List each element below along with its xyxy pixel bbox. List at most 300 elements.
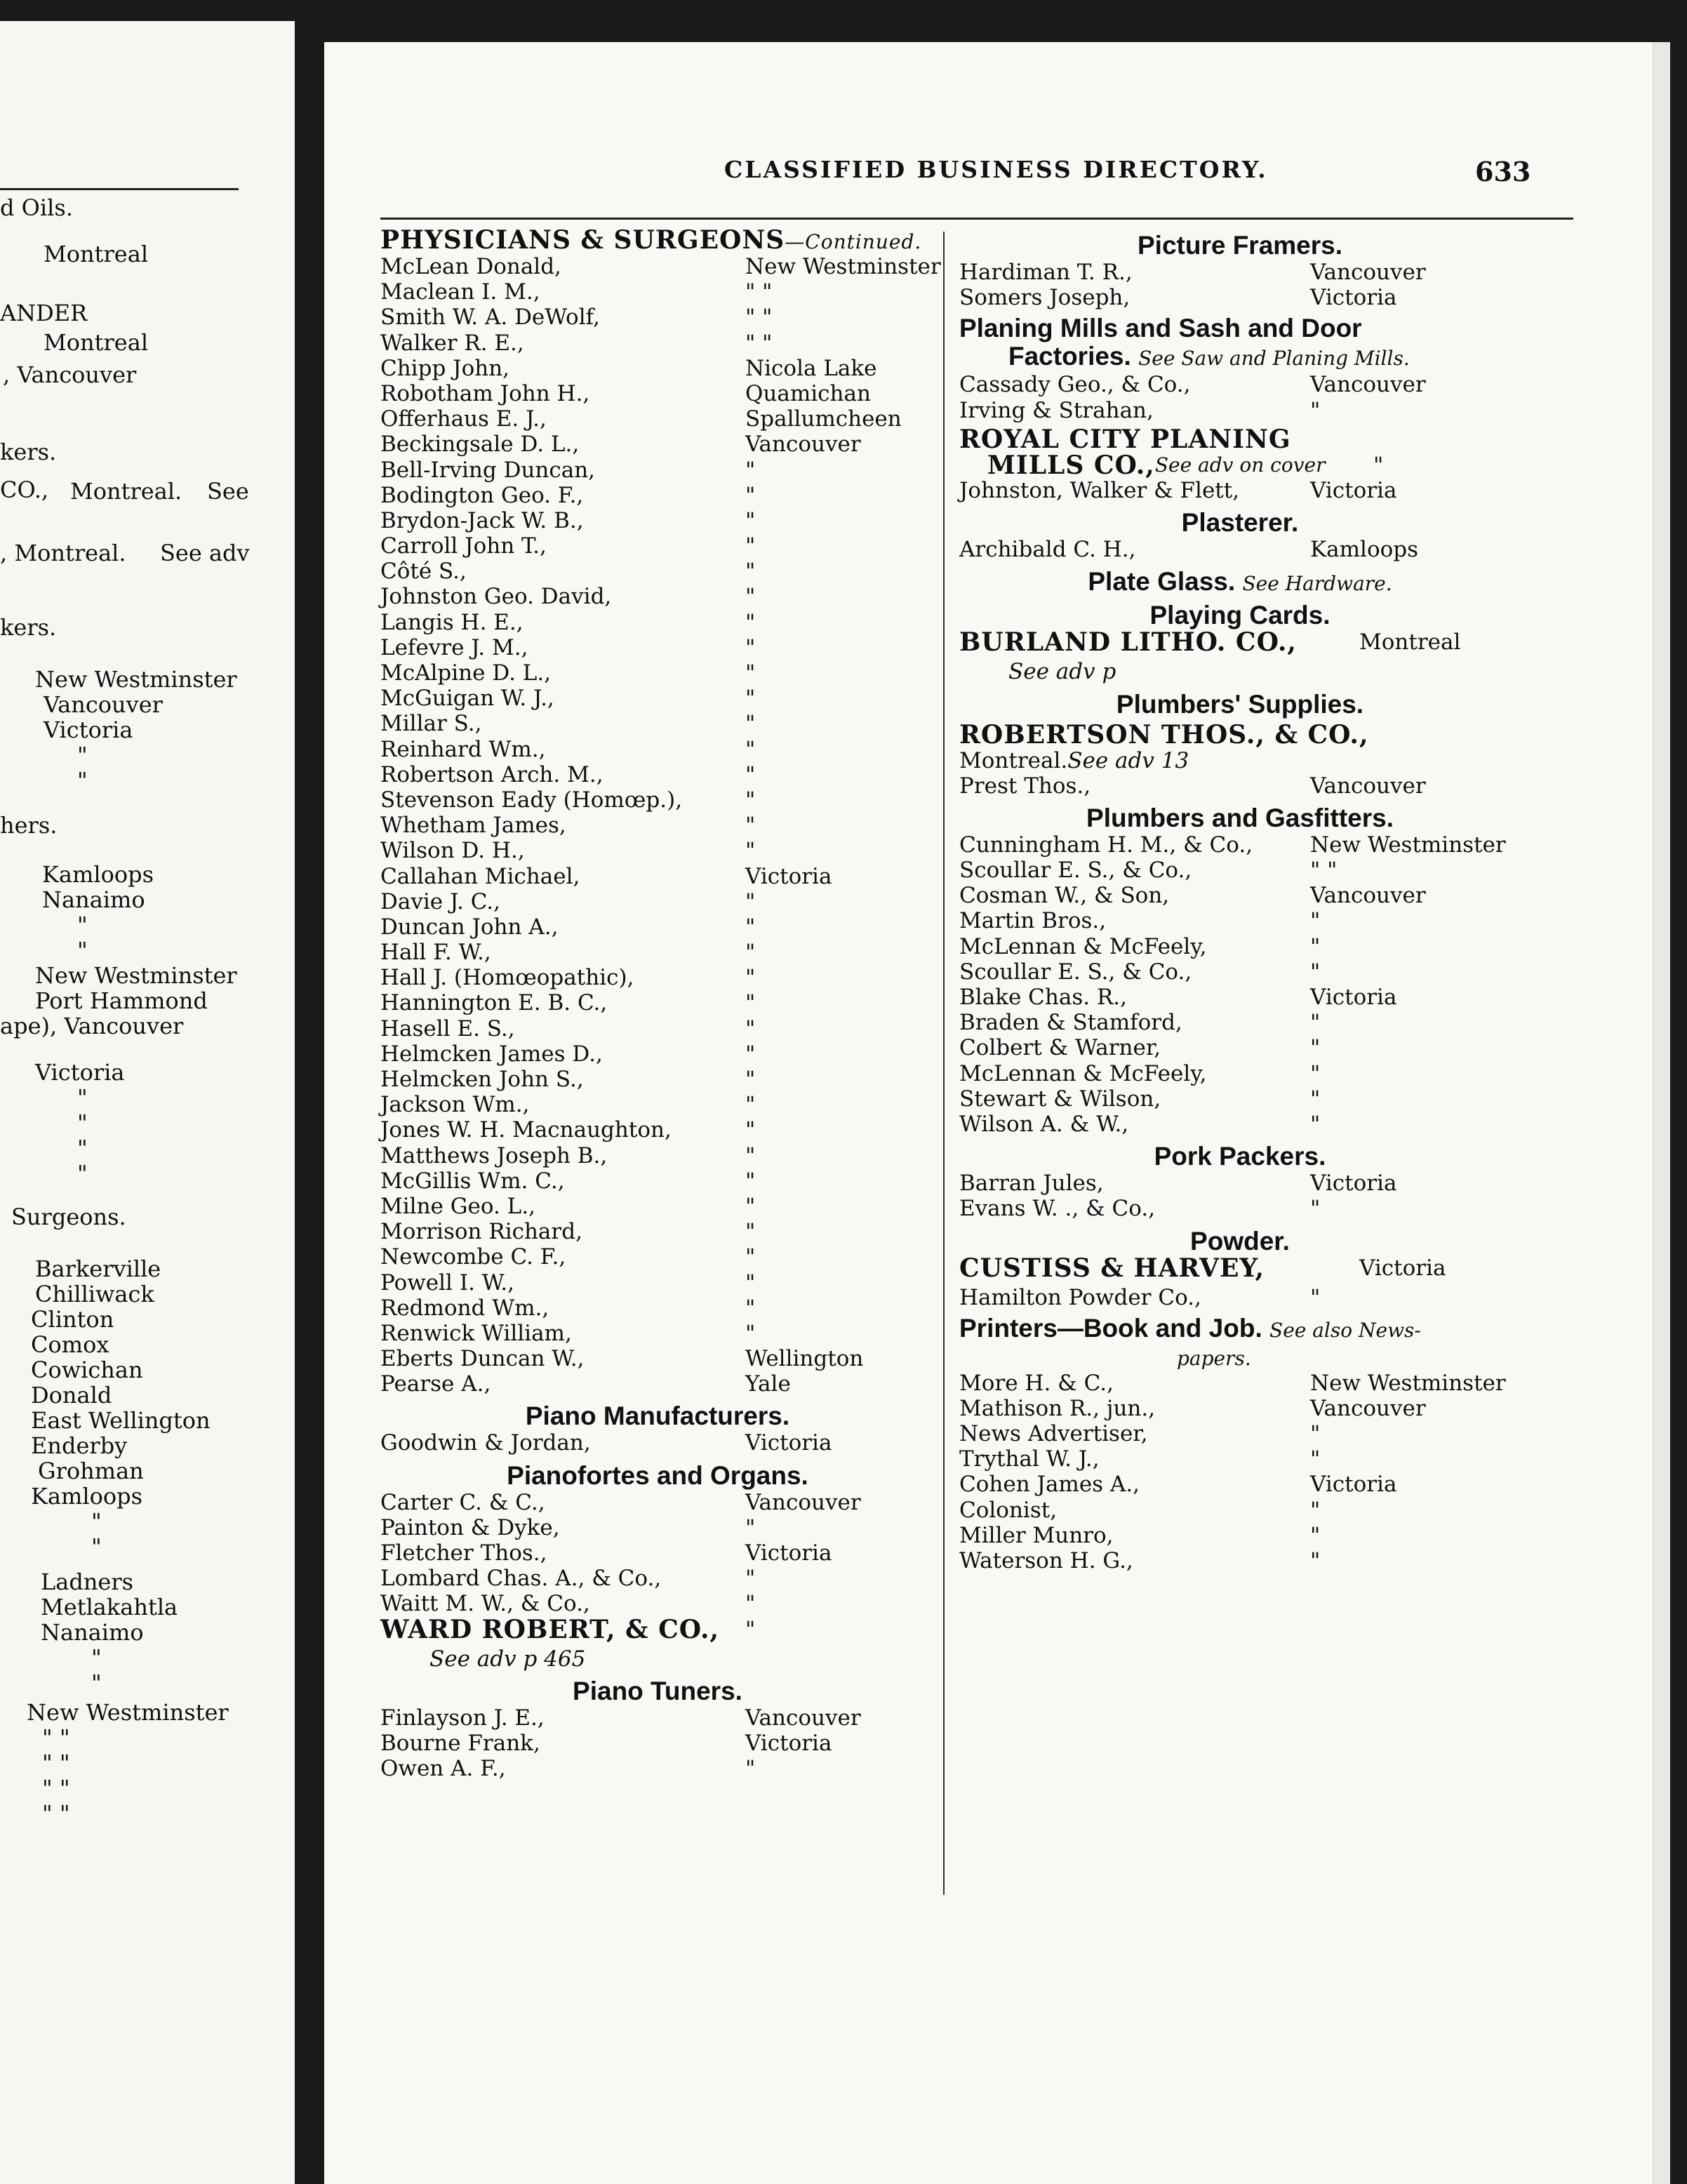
entry-place: Victoria [1310, 1171, 1397, 1197]
directory-entry [380, 711, 935, 736]
entry-place: " [1310, 1421, 1321, 1447]
entry-place: " " [745, 330, 773, 356]
entry-name: Bell-Irving Duncan, [380, 457, 596, 483]
entry-name: Hasell E. S., [380, 1016, 515, 1041]
entry-name: More H. & C., [959, 1370, 1114, 1396]
running-head: CLASSIFIED BUSINESS DIRECTORY. [724, 156, 1268, 183]
entry-name: Painton & Dyke, [380, 1514, 560, 1540]
left-fragment-text: Grohman [38, 1458, 144, 1484]
directory-entry [959, 372, 1521, 397]
entry-name: Jones W. H. Macnaughton, [380, 1117, 672, 1143]
entry-name: Bourne Frank, [380, 1730, 540, 1756]
entry-name: Helmcken James D., [380, 1041, 603, 1067]
section-heading: Plumbers' Supplies. [1116, 689, 1364, 719]
directory-entry [959, 1112, 1521, 1137]
directory-entry [959, 537, 1521, 562]
entry-name: Robotham John H., [380, 380, 590, 406]
entry-place: Victoria [1310, 477, 1397, 503]
directory-entry [380, 331, 935, 356]
advertisement-note: See adv 13 [1067, 747, 1189, 773]
directory-entry [380, 686, 935, 711]
entry-name: Hannington E. B. C., [380, 990, 608, 1016]
entry-name: Reinhard Wm., [380, 736, 546, 762]
left-fragment-text: Comox [31, 1331, 109, 1358]
directory-entry [380, 762, 935, 787]
section-heading [959, 310, 1521, 372]
entry-place: Victoria [1310, 285, 1397, 311]
entry-name: Martin Bros., [959, 908, 1107, 934]
entry-name: Evans W. ., & Co., [959, 1196, 1156, 1222]
directory-entry [380, 432, 935, 457]
page-number: 633 [1475, 156, 1531, 187]
entry-place: " [745, 507, 756, 533]
entry-name: Hall F. W., [380, 940, 491, 966]
directory-entry [380, 1430, 935, 1456]
left-fragment-text: " [77, 912, 88, 938]
entry-name: Whetham James, [380, 813, 566, 839]
entry-name: Cohen James A., [959, 1472, 1140, 1498]
entry-name: BURLAND LITHO. CO., [959, 627, 1297, 658]
directory-entry [380, 483, 935, 508]
entry-name: Chipp John, [380, 355, 510, 381]
entry-name: Johnston Geo. David, [380, 584, 612, 610]
entry-place: Vancouver [1310, 372, 1426, 398]
directory-entry [959, 1171, 1521, 1196]
left-fragment-text: Victoria [44, 717, 133, 743]
entry-place: " [745, 736, 756, 762]
entry-name: Renwick William, [380, 1320, 572, 1346]
directory-entry [380, 1041, 935, 1067]
left-fragment-text: Ladners [41, 1569, 134, 1595]
entry-place: " [745, 813, 756, 839]
heading-line2 [959, 342, 1521, 373]
entry-name: McGillis Wm. C., [380, 1168, 565, 1194]
entry-place: " [745, 533, 756, 559]
directory-entry [380, 1117, 935, 1143]
entry-name: Hardiman T. R., [959, 260, 1133, 285]
left-page-rule [0, 188, 239, 190]
directory-entry [380, 635, 935, 660]
entry-place: " [745, 888, 756, 914]
entry-name: Trythal W. J., [959, 1446, 1100, 1472]
directory-entry [959, 908, 1521, 933]
entry-place: " [745, 634, 756, 660]
directory-entry [380, 787, 935, 813]
left-fragment-text: kers. [0, 614, 57, 641]
left-fragment-text: See [207, 478, 249, 505]
entry-place: Victoria [745, 1730, 832, 1756]
directory-entry [959, 1446, 1521, 1472]
entry-name: Hamilton Powder Co., [959, 1284, 1201, 1310]
section-heading [959, 562, 1521, 596]
left-fragment-text: " " [42, 1724, 70, 1751]
entry-name: Irving & Strahan, [959, 397, 1154, 423]
entry-name: Owen A. F., [380, 1756, 506, 1782]
header-rule [380, 218, 1573, 220]
left-fragment-text: ape), Vancouver [0, 1013, 184, 1039]
directory-entry [380, 1566, 935, 1591]
left-fragment-text: " " [42, 1775, 70, 1802]
entry-place: " [745, 838, 756, 864]
directory-entry [380, 584, 935, 609]
entry-name: Somers Joseph, [959, 285, 1131, 311]
directory-entry [380, 305, 935, 330]
directory-entry [959, 985, 1521, 1010]
entry-name: McLennan & McFeely, [959, 933, 1207, 959]
entry-place: " [745, 1616, 756, 1642]
heading-text: Printers—Book and Job. [959, 1313, 1262, 1343]
section-heading: Pianofortes and Organs. [507, 1460, 808, 1490]
left-fragment-text: Clinton [31, 1306, 114, 1333]
directory-entry [959, 1523, 1521, 1548]
entry-name: Brydon-Jack W. B., [380, 507, 584, 533]
directory-entry [959, 1548, 1521, 1573]
directory-entry [380, 965, 935, 990]
entry-place: " " [1310, 858, 1338, 884]
entry-name: Beckingsale D. L., [380, 432, 580, 458]
entry-place: " [1310, 959, 1321, 985]
heading-text: PHYSICIANS & SURGEONS [380, 225, 785, 255]
entry-place: " [745, 660, 756, 686]
section-heading: Plasterer. [1181, 508, 1299, 538]
entry-place: " [1310, 908, 1321, 934]
directory-entry [380, 406, 935, 432]
entry-name: News Advertiser, [959, 1421, 1148, 1447]
left-fragment-text: d Oils. [0, 194, 73, 221]
directory-entry [959, 832, 1521, 858]
entry-name: Cosman W., & Son, [959, 883, 1170, 909]
column-left [380, 225, 941, 1782]
section-heading: Picture Framers. [1137, 231, 1343, 260]
left-fragment-text: " [77, 1160, 88, 1187]
entry-name: Colbert & Warner, [959, 1035, 1161, 1061]
entry-name: Fletcher Thos., [380, 1540, 547, 1566]
entry-name: Walker R. E., [380, 330, 524, 356]
left-fragment-text: Victoria [35, 1059, 125, 1086]
entry-place: " [745, 990, 756, 1016]
directory-entry [959, 1061, 1521, 1086]
directory-entry [380, 864, 935, 889]
directory-entry [380, 279, 935, 305]
entry-place: Yale [745, 1371, 791, 1397]
entry-name: Jackson Wm., [380, 1092, 530, 1118]
entry-place: " [745, 609, 756, 635]
entry-name: Milne Geo. L., [380, 1193, 535, 1219]
entry-name: Archibald C. H., [959, 537, 1136, 563]
entry-name: Mathison R., jun., [959, 1395, 1156, 1421]
heading-text: Planing Mills and Sash and Door [959, 314, 1362, 343]
entry-place: Victoria [1310, 1472, 1397, 1498]
left-fragment-text: Kamloops [42, 861, 154, 888]
entry-note [959, 748, 1521, 773]
heading-see-also: See Hardware. [1242, 572, 1392, 596]
entry-name: Miller Munro, [959, 1522, 1114, 1548]
directory-entry [959, 1371, 1521, 1396]
entry-place: " [745, 1566, 756, 1592]
entry-place: " [1310, 1548, 1321, 1573]
entry-place: Vancouver [1310, 260, 1426, 285]
entry-name: Cassady Geo., & Co., [959, 372, 1191, 398]
directory-entry [959, 1035, 1521, 1060]
directory-entry [380, 1614, 935, 1646]
left-fragment-text: Montreal [44, 329, 149, 356]
entry-place: " [745, 584, 756, 610]
entry-name: Braden & Stamford, [959, 1010, 1182, 1036]
entry-place: " [1310, 1284, 1321, 1310]
entry-place: " [745, 914, 756, 940]
entry-place: " [1310, 1497, 1321, 1523]
directory-entry [959, 858, 1521, 883]
left-fragment-text: " [91, 1533, 102, 1560]
column-divider [943, 232, 945, 1895]
entry-place: Kamloops [1310, 537, 1419, 563]
directory-entry [959, 1253, 1521, 1285]
directory-entry [380, 1067, 935, 1092]
entry-place: " [745, 1320, 756, 1346]
entry-place: Spallumcheen [745, 406, 902, 432]
left-fragment-text: , Vancouver [3, 361, 137, 388]
entry-place: Quamichan [745, 380, 871, 406]
directory-entry [380, 1143, 935, 1168]
left-fragment-text: kers. [0, 439, 57, 465]
left-fragment-text: " [77, 767, 88, 794]
left-fragment-text: Montreal. [70, 478, 182, 505]
entry-place: " [745, 1092, 756, 1118]
directory-entry [380, 1346, 935, 1371]
left-fragment-text: , Montreal. [0, 540, 126, 566]
entry-place: " " [745, 305, 773, 331]
directory-entry [959, 1196, 1521, 1221]
entry-place: " [745, 965, 756, 991]
entry-name: Callahan Michael, [380, 863, 580, 889]
entry-place: " [745, 1041, 756, 1067]
entry-place: " [745, 1168, 756, 1194]
entry-place: Victoria [1359, 1255, 1446, 1281]
entry-name: Wilson D. H., [380, 838, 525, 864]
directory-entry [380, 838, 935, 863]
directory-entry [380, 1092, 935, 1117]
entry-name: Powell I. W., [380, 1270, 514, 1296]
entry-name: Lefevre J. M., [380, 634, 528, 660]
directory-entry [380, 1168, 935, 1194]
left-fragment-text: Vancouver [44, 691, 163, 718]
entry-place: " [745, 940, 756, 966]
entry-name: Smith W. A. DeWolf, [380, 305, 600, 331]
directory-entry [380, 254, 941, 279]
entry-name: Langis H. E., [380, 609, 524, 635]
left-fragment-text: CO., [0, 477, 49, 503]
left-fragment-text: Chilliwack [35, 1281, 154, 1307]
entry-name: Scoullar E. S., & Co., [959, 858, 1192, 884]
entry-place: " [1310, 933, 1321, 959]
entry-name: Pearse A., [380, 1371, 491, 1397]
entry-name: Bodington Geo. F., [380, 482, 584, 508]
section-heading: Plumbers and Gasfitters. [1086, 803, 1394, 832]
left-fragment-text: Donald [31, 1382, 112, 1409]
entry-name: McLean Donald, [380, 254, 561, 279]
advertisement-note: See adv p 465 [429, 1646, 586, 1672]
entry-name: Hall J. (Homœopathic), [380, 965, 634, 991]
left-fragment-text: " [77, 1135, 88, 1161]
left-fragment-text: " [77, 1084, 88, 1111]
directory-entry [380, 533, 935, 559]
entry-name: CUSTISS & HARVEY, [959, 1253, 1265, 1283]
left-fragment-text: Cowichan [31, 1357, 143, 1383]
entry-name: Offerhaus E. J., [380, 406, 547, 432]
directory-entry [959, 398, 1521, 423]
heading-see-also: See Saw and Planing Mills. [1138, 347, 1410, 371]
advertisement-note: See adv p [1008, 659, 1116, 685]
left-fragment-text: East Wellington [31, 1407, 211, 1434]
directory-entry [380, 1270, 935, 1296]
entry-place: Vancouver [1310, 773, 1426, 799]
entry-place: " [745, 1143, 756, 1168]
entry-place: " [745, 1756, 756, 1782]
left-fragment-text: " [77, 1110, 88, 1136]
entry-place: Montreal. [959, 747, 1068, 773]
entry-name: Maclean I. M., [380, 279, 540, 305]
directory-entry [380, 1705, 935, 1731]
directory-entry [380, 458, 935, 483]
directory-entry [380, 1371, 935, 1397]
left-fragment-text: " [77, 937, 88, 964]
entry-place: Vancouver [745, 1489, 861, 1515]
entry-name: McGuigan W. J., [380, 686, 554, 712]
entry-place: " [745, 1193, 756, 1219]
directory-entry [959, 1396, 1521, 1421]
entry-name: Carter C. & C., [380, 1489, 545, 1515]
entry-place: " [745, 1270, 756, 1296]
entry-name: Wilson A. & W., [959, 1111, 1129, 1137]
directory-entry [380, 610, 935, 635]
left-fragment-text: " [91, 1644, 102, 1671]
section-heading: Piano Tuners. [573, 1676, 742, 1705]
entry-place: Victoria [1310, 985, 1397, 1010]
entry-place: " [1310, 1060, 1321, 1086]
left-fragment-text: " " [42, 1750, 70, 1776]
entry-name: Davie J. C., [380, 888, 501, 914]
left-fragment-text: Montreal [44, 241, 149, 267]
left-fragment-text: New Westminster [35, 666, 237, 693]
entry-place: Vancouver [1310, 883, 1426, 909]
left-fragment-text: Metlakahtla [41, 1594, 178, 1620]
directory-entry [380, 1219, 935, 1244]
left-fragment-text: New Westminster [35, 962, 237, 989]
left-fragment-text: Kamloops [31, 1483, 142, 1510]
directory-entry [959, 1086, 1521, 1112]
entry-place: " [1310, 1522, 1321, 1548]
section-heading-continued [380, 226, 935, 254]
entry-name: McAlpine D. L., [380, 660, 552, 686]
left-fragment-text: Port Hammond [35, 987, 208, 1014]
entry-place: " [1310, 397, 1321, 423]
entry-place: " [745, 482, 756, 508]
directory-entry [959, 1498, 1521, 1523]
directory-entry [380, 1016, 935, 1041]
entry-place: Wellington [745, 1346, 864, 1372]
entry-name: Blake Chas. R., [959, 985, 1127, 1010]
entry-place: New Westminster [1310, 1370, 1506, 1396]
directory-entry [380, 559, 935, 584]
entry-name: Duncan John A., [380, 914, 559, 940]
entry-place: Nicola Lake [745, 355, 877, 381]
directory-entry [380, 889, 935, 914]
section-heading: Pork Packers. [1154, 1142, 1326, 1171]
entry-place: " [745, 787, 756, 813]
directory-entry [959, 934, 1521, 959]
directory-entry [380, 1296, 935, 1321]
left-fragment-text: See adv [160, 540, 250, 566]
directory-entry [380, 1515, 935, 1540]
left-fragment-text: Barkerville [35, 1256, 161, 1282]
entry-name: WARD ROBERT, & CO., [380, 1614, 720, 1644]
section-heading: Playing Cards. [1149, 601, 1331, 630]
advertiser-name: MILLS CO., [987, 450, 1155, 480]
entry-place: " [745, 457, 756, 483]
advertiser-name: ROYAL CITY PLANING [959, 424, 1291, 454]
heading-see-also: See also News- [1269, 1318, 1421, 1342]
section-heading: Piano Manufacturers. [525, 1401, 790, 1431]
advertiser-name: ROBERTSON THOS., & CO., [959, 719, 1369, 750]
entry-name: Helmcken John S., [380, 1067, 584, 1092]
entry-name: Stevenson Eady (Homœp.), [380, 787, 683, 813]
entry-name: Barran Jules, [959, 1171, 1104, 1197]
directory-entry [380, 1321, 935, 1346]
entry-name: Colonist, [959, 1497, 1058, 1523]
entry-place: " [745, 1016, 756, 1041]
entry-place: " [1310, 1086, 1321, 1112]
entry-place: Vancouver [1310, 1395, 1426, 1421]
directory-entry [959, 773, 1521, 799]
entry-name: Newcombe C. F., [380, 1244, 566, 1270]
entry-name: Millar S., [380, 711, 482, 737]
directory-entry [959, 959, 1521, 985]
entry-place: " [1310, 1111, 1321, 1137]
left-fragment-text: Nanaimo [41, 1619, 144, 1646]
directory-entry [380, 1244, 935, 1270]
entry-place: " [1310, 1446, 1321, 1472]
heading-text: Plate Glass. [1088, 567, 1236, 597]
entry-place: " [745, 1591, 756, 1617]
directory-entry [959, 627, 1521, 659]
entry-name: Scoullar E. S., & Co., [959, 959, 1192, 985]
left-fragment-text: New Westminster [27, 1699, 229, 1726]
directory-entry [380, 1194, 935, 1219]
entry-name: Prest Thos., [959, 773, 1091, 799]
entry-place: " [745, 1117, 756, 1143]
entry-name: Robertson Arch. M., [380, 761, 604, 787]
directory-entry [380, 1490, 935, 1515]
entry-name: Morrison Richard, [380, 1219, 582, 1245]
left-fragment-text: " " [42, 1800, 70, 1827]
left-fragment-text: Enderby [31, 1432, 128, 1459]
directory-entry [380, 381, 935, 406]
entry-name: Côté S., [380, 559, 467, 585]
entry-place: " [745, 711, 756, 737]
directory-entry [959, 1421, 1521, 1446]
entry-place: " [1310, 1035, 1321, 1061]
heading-text: Factories. [1008, 342, 1131, 371]
directory-entry [959, 478, 1521, 503]
page-edge [1653, 42, 1670, 2184]
left-fragment-text: ANDER [0, 300, 88, 326]
directory-entry [380, 356, 935, 381]
directory-entry [959, 260, 1521, 285]
directory-entry [380, 940, 935, 965]
entry-place: Victoria [745, 1540, 832, 1566]
left-fragment-text: " [91, 1670, 102, 1696]
directory-entry [959, 1472, 1521, 1497]
